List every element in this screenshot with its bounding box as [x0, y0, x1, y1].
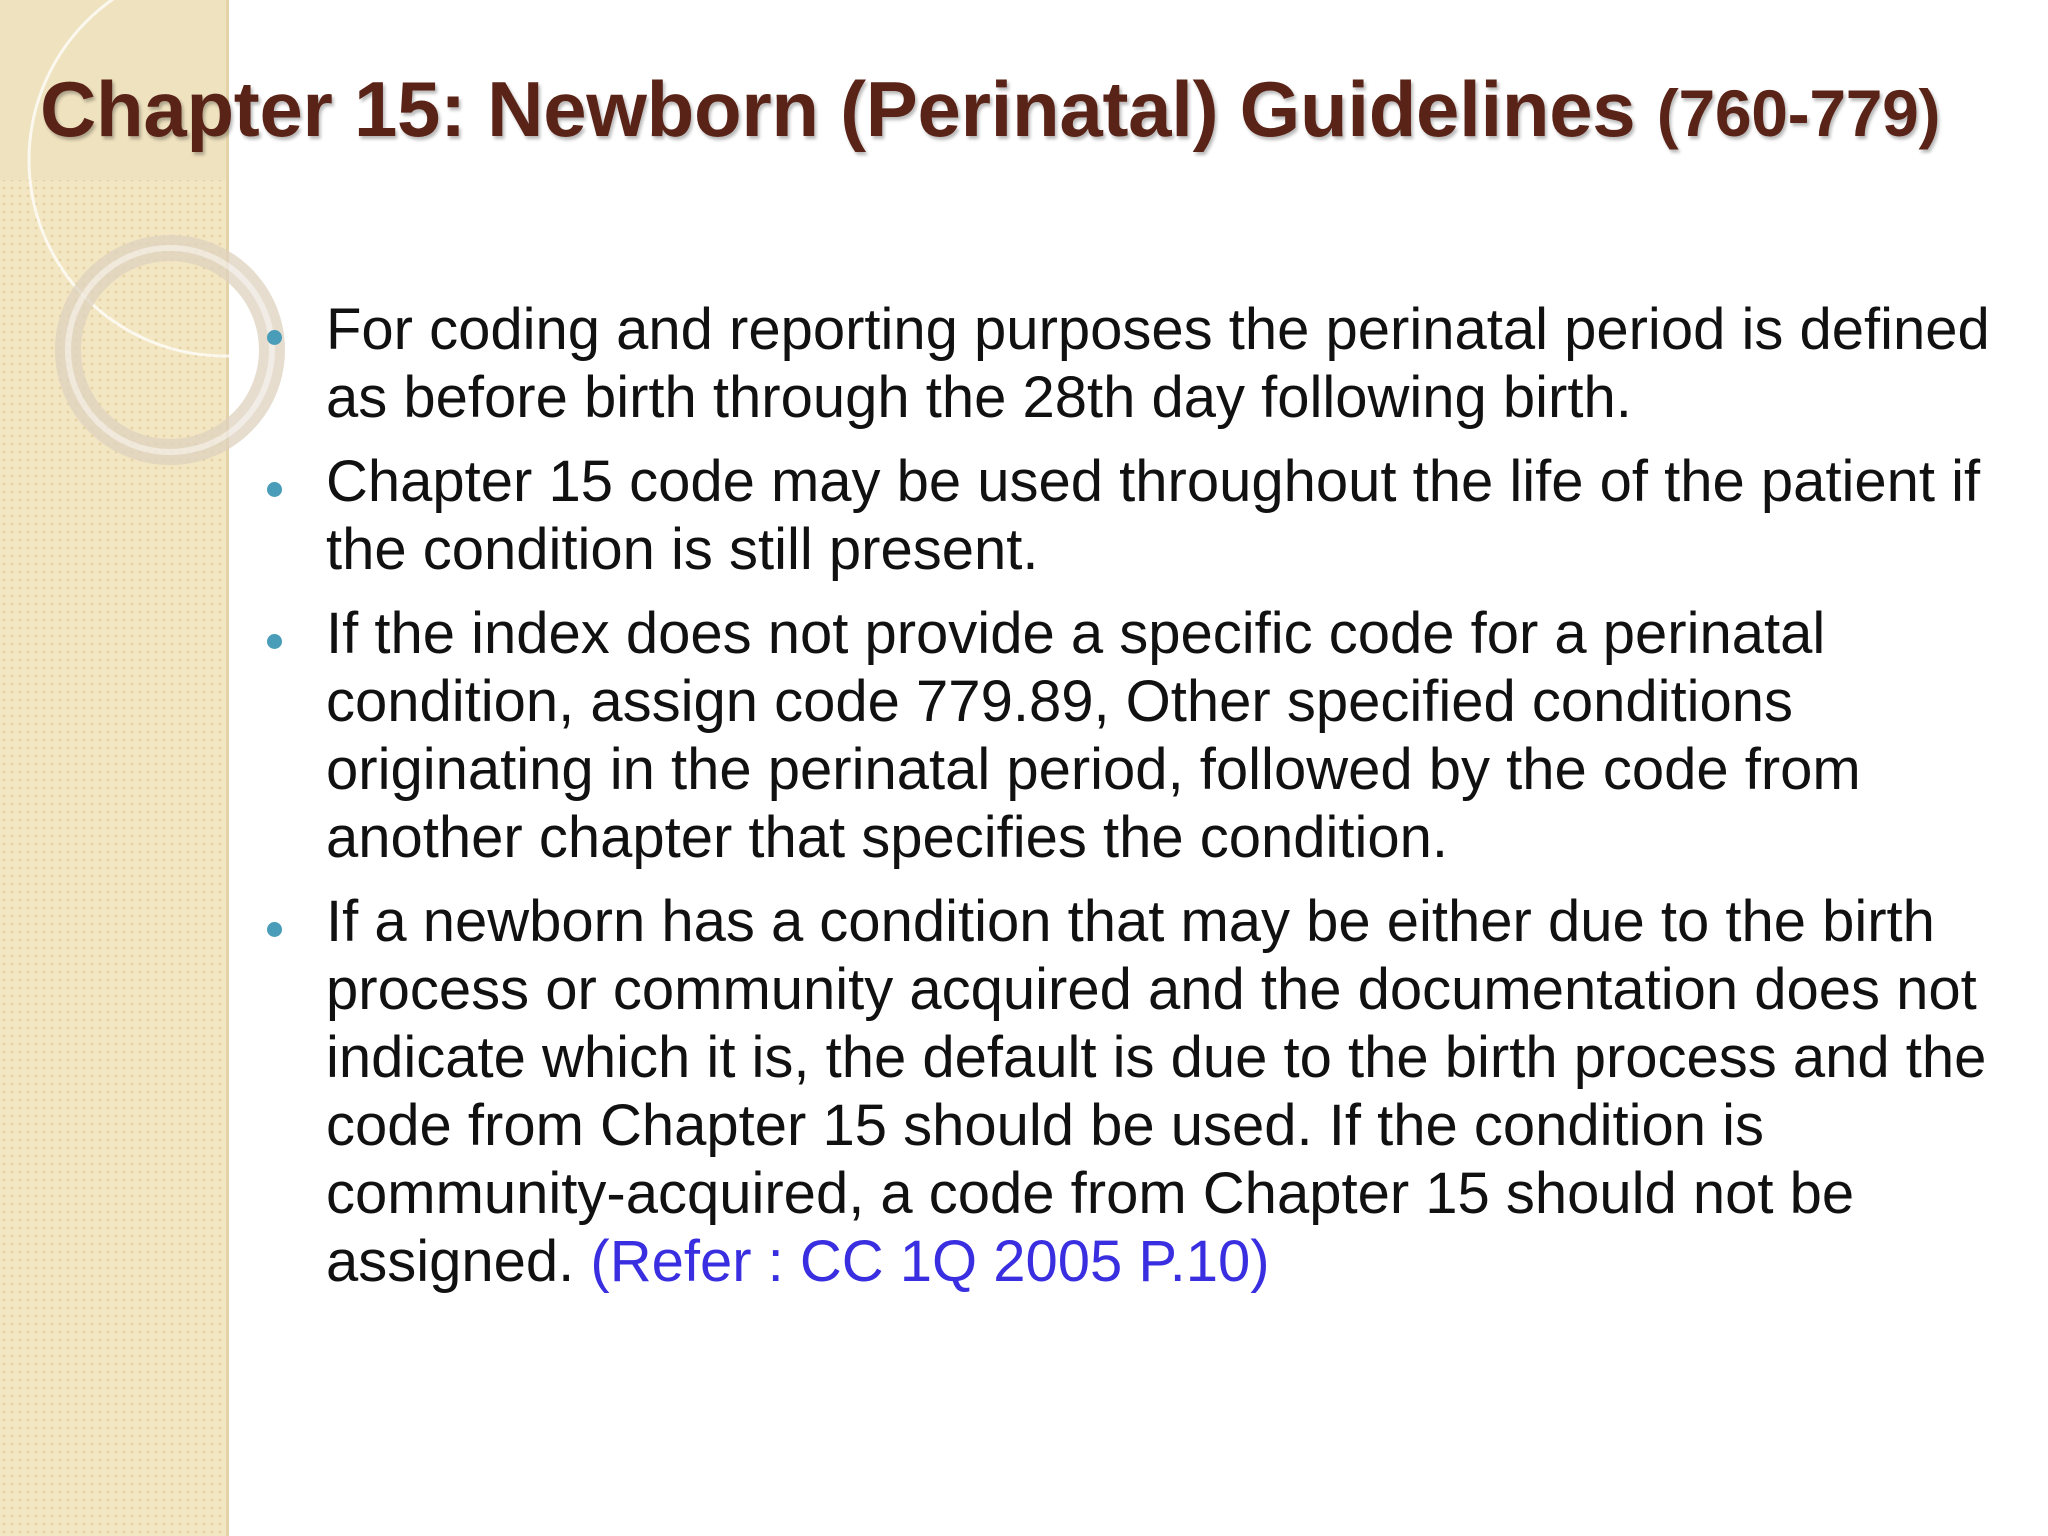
bullet-item	[262, 600, 2032, 872]
bullet-text: For coding and reporting purposes the perinatal period is defined as before birth through the 28th day following birth.	[326, 297, 1990, 430]
bullet-dot-icon	[267, 330, 282, 345]
bullet-list	[262, 296, 2032, 1312]
bullet-item	[262, 888, 2032, 1296]
slide-title-code-range: (760-779)	[1656, 76, 1941, 150]
slide-title	[40, 64, 1940, 155]
bullet-dot-icon	[267, 922, 282, 937]
bullet-dot-icon	[267, 482, 282, 497]
bullet-item	[262, 448, 2032, 584]
bullet-text: Chapter 15 code may be used throughout the life of the patient if the condition is still present.	[326, 449, 1981, 582]
decorative-band-edge	[226, 0, 229, 1536]
decorative-left-band	[0, 0, 226, 1536]
bullet-text-with-reference	[326, 888, 2032, 1296]
bullet-text: If a newborn has a condition that may be either due to the birth process or community acquired and the documentation does not indicate which it is, the default is due to the birth process and the code from Chapter 15 should be used. If the condition is community-acquired, a code from Chapter 15 should not be assigned.	[326, 889, 1987, 1294]
reference-citation: (Refer : CC 1Q 2005 P.10)	[590, 1229, 1270, 1294]
bullet-item	[262, 296, 2032, 432]
slide-title-main: Chapter 15: Newborn (Perinatal) Guidelines	[40, 65, 1636, 153]
bullet-dot-icon	[267, 634, 282, 649]
bullet-text: If the index does not provide a specific code for a perinatal condition, assign code 779.89, Other specified conditions originating in the perinatal period, followed by the code from another chapter that specifies the condition.	[326, 601, 1861, 870]
